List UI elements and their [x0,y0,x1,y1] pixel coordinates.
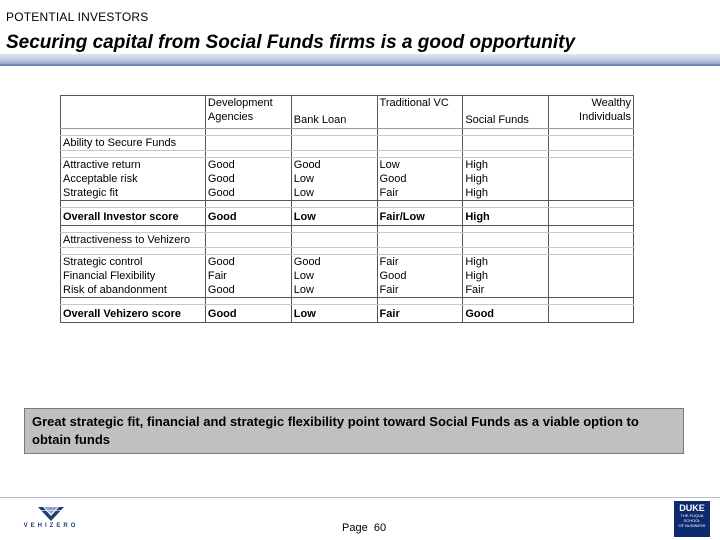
cell: High [463,186,549,201]
table-row [61,158,634,173]
table-row [61,186,634,201]
section-heading-ability: Ability to Secure Funds [61,136,206,151]
cell-empty [549,255,634,270]
slide-title: Securing capital from Social Funds firms is a good opportunity [6,32,576,53]
score-cell-empty [549,208,634,226]
cell: Fair [377,255,463,270]
conclusion-callout: Great strategic fit, financial and strategic flexibility point toward Social Funds as a viable option to obtain funds [24,408,684,454]
section-heading-row [61,233,634,248]
cell: Good [205,172,291,186]
spacer-row [61,298,634,305]
cell: Low [291,269,377,283]
row-label: Strategic control [61,255,206,270]
cell-empty [549,283,634,298]
cell-empty [549,186,634,201]
spacer-row [61,201,634,208]
score-cell: Good [463,305,549,323]
cell: Good [377,172,463,186]
col-header-bank-loan: Bank Loan [291,96,377,129]
score-cell-empty [549,305,634,323]
cell: Good [205,158,291,173]
score-cell: High [463,208,549,226]
col-header-development-agencies: Development Agencies [205,96,291,129]
score-label: Overall Vehizero score [61,305,206,323]
vehizero-logo-text: VEHIZERO [23,523,79,529]
cell: High [463,172,549,186]
header-blank [61,96,206,129]
score-cell: Low [291,305,377,323]
cell: Low [291,172,377,186]
footer-divider [0,497,720,498]
score-row-vehizero [61,305,634,323]
duke-logo-line2: SCHOOL [683,518,701,523]
duke-logo [674,501,710,537]
title-rule-edge [0,64,720,66]
cell: Fair [377,186,463,201]
row-label: Acceptable risk [61,172,206,186]
page-value: 60 [373,522,387,534]
cell: Good [205,186,291,201]
table-row [61,172,634,186]
cell: Good [291,158,377,173]
cell: Good [291,255,377,270]
spacer-row [61,129,634,136]
score-label: Overall Investor score [61,208,206,226]
cell: High [463,269,549,283]
cell: Good [377,269,463,283]
table-row [61,283,634,298]
duke-logo-line3: OF BUSINESS [678,523,706,528]
score-cell: Fair/Low [377,208,463,226]
score-cell: Fair [377,305,463,323]
cell-empty [549,269,634,283]
duke-logo-word: DUKE [679,503,705,513]
cell: High [463,158,549,173]
section-heading-attractiveness: Attractiveness to Vehizero [61,233,206,248]
row-label: Attractive return [61,158,206,173]
cell-empty [549,172,634,186]
table-row [61,255,634,270]
cell: Good [205,255,291,270]
cell: High [463,255,549,270]
spacer-row [61,151,634,158]
col-header-wealthy-individuals: Wealthy Individuals [549,96,634,129]
cell: Low [377,158,463,173]
col-header-social-funds: Social Funds [463,96,549,129]
table-header-row [61,96,634,129]
duke-logo-line1: THE FUQUA [680,513,704,518]
score-cell: Good [205,208,291,226]
spacer-row [61,248,634,255]
row-label: Risk of abandonment [61,283,206,298]
vehizero-logo-icon [16,504,86,534]
cell: Low [291,186,377,201]
row-label: Strategic fit [61,186,206,201]
score-cell: Low [291,208,377,226]
page-number [342,522,386,534]
investor-comparison-table [60,95,634,323]
score-cell: Good [205,305,291,323]
cell: Fair [463,283,549,298]
cell-empty [549,158,634,173]
cell: Low [291,283,377,298]
table-row [61,269,634,283]
slide-kicker: POTENTIAL INVESTORS [6,10,149,24]
section-heading-row [61,136,634,151]
cell: Fair [205,269,291,283]
spacer-row [61,226,634,233]
score-row-investor [61,208,634,226]
cell: Fair [377,283,463,298]
row-label: Financial Flexibility [61,269,206,283]
page-label: Page [342,522,368,534]
col-header-traditional-vc: Traditional VC [377,96,463,129]
cell: Good [205,283,291,298]
